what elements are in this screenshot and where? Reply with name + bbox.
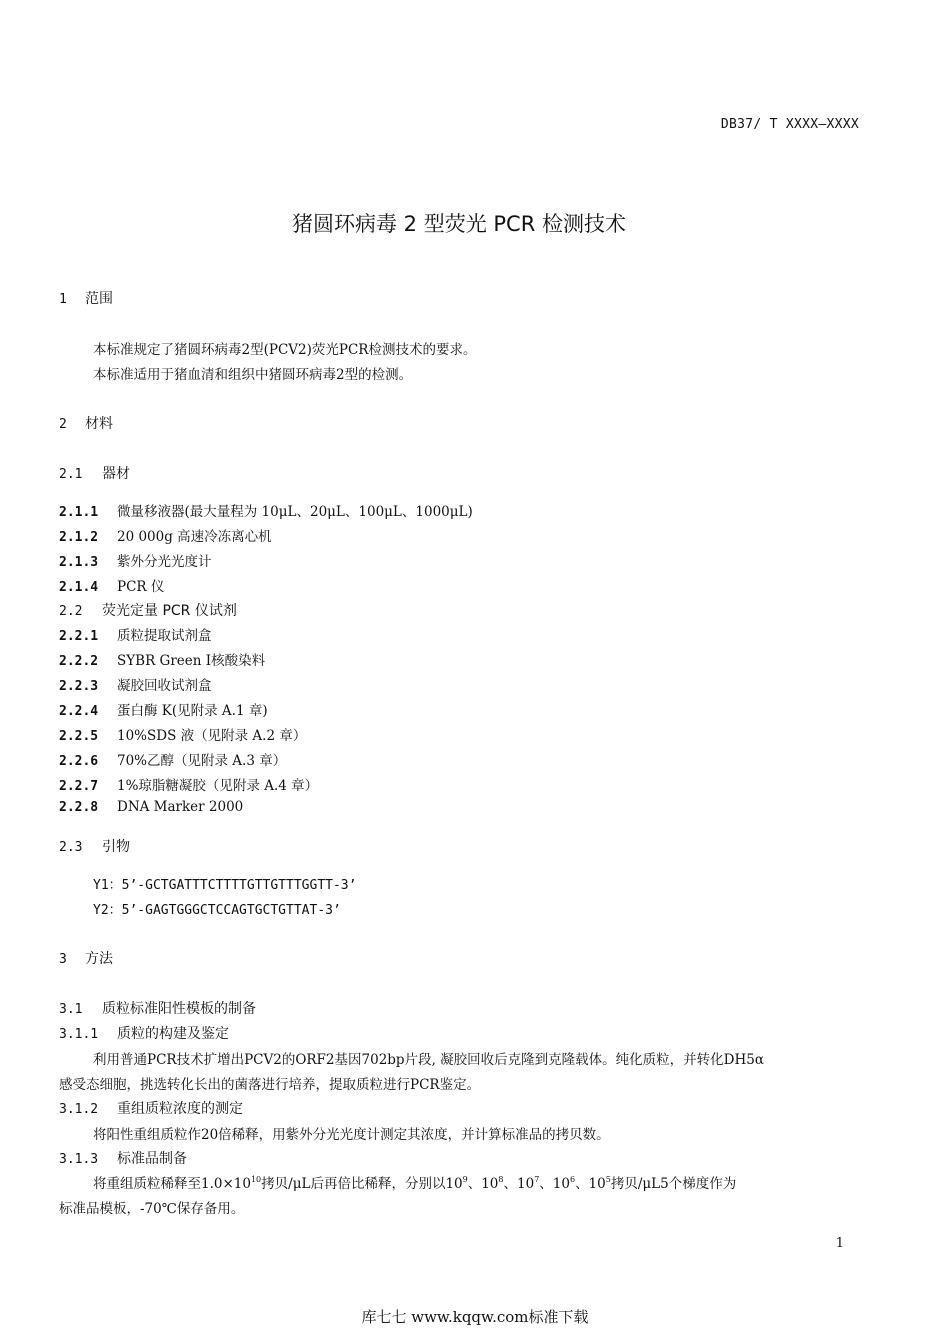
item-number: 2.2.1 [59,629,99,644]
item-number: 2.1.2 [59,530,99,545]
paragraph-line [93,1172,736,1192]
exponent: 7 [534,1175,540,1184]
item-number: 2.2.6 [59,754,99,769]
section-number: 3.1 [59,1002,83,1017]
item-text: 10%SDS 液（见附录 A.2 章） [117,728,307,744]
paragraph: 本标准规定了猪圆环病毒2型(PCV2)荧光PCR检测技术的要求。 [93,342,477,358]
exponent: 10 [250,1175,262,1184]
footer-watermark: 库七七 www.kqqw.com标准下载 [361,1308,589,1326]
item-number: 2.1.3 [59,555,99,570]
item-number: 2.2.5 [59,729,99,744]
section-title: 荧光定量 PCR 仪试剂 [102,603,237,619]
section-2-1-heading [59,463,130,483]
item-number: 2.1.1 [59,505,99,520]
item-text: 1%琼脂糖凝胶（见附录 A.4 章） [117,778,319,794]
section-number: 3 [59,952,67,967]
section-1-heading [59,288,113,308]
doc-code: DB37/ T XXXX—XXXX [720,117,859,132]
paragraph: 本标准适用于猪血清和组织中猪圆环病毒2型的检测。 [93,367,413,383]
text-run: 、10 [539,1176,570,1192]
section-2-2-heading [59,600,237,620]
text-run: 拷贝/μL后再倍比稀释，分别以10 [261,1176,463,1192]
item-text: 微量移液器(最大量程为 10μL、20μL、100μL、1000μL) [117,504,473,520]
list-item [59,550,212,570]
list-item [59,749,286,769]
paragraph-line: 感受态细胞，挑选转化长出的菌落进行培养，提取质粒进行PCR鉴定。 [59,1077,481,1093]
section-number: 3.1.3 [59,1152,99,1167]
section-number: 3.1.1 [59,1027,99,1042]
list-item [59,674,212,694]
section-title: 引物 [102,839,130,855]
paragraph-line: 将阳性重组质粒作20倍稀释，用紫外分光光度计测定其浓度，并计算标准品的拷贝数。 [93,1127,610,1143]
item-number: 2.2.7 [59,779,99,794]
item-text: 20 000g 高速冷冻离心机 [117,529,272,545]
list-item [59,624,212,644]
list-item [59,799,243,815]
section-2-heading [59,413,113,433]
item-text: 蛋白酶 K(见附录 A.1 章) [117,703,268,719]
list-item [59,649,265,669]
exponent: 9 [462,1175,468,1184]
page-number: 1 [835,1236,844,1251]
list-item [59,525,272,545]
section-number: 2.1 [59,467,83,482]
list-item [59,500,473,520]
section-3-1-3-heading [59,1148,187,1168]
item-text: 质粒提取试剂盒 [117,628,212,644]
section-3-1-1-heading [59,1023,229,1043]
section-number: 2.3 [59,840,83,855]
section-number: 3.1.2 [59,1102,99,1117]
section-3-heading [59,948,113,968]
section-title: 质粒的构建及鉴定 [117,1026,229,1042]
section-title: 重组质粒浓度的测定 [117,1101,243,1117]
section-number: 2.2 [59,604,83,619]
section-title: 范围 [85,291,113,307]
section-title: 器材 [102,466,130,482]
section-title: 材料 [85,416,113,432]
item-number: 2.2.8 [59,800,99,815]
section-3-1-heading [59,998,256,1018]
section-title: 方法 [85,951,113,967]
text-run: 拷贝/μL5个梯度作为 [610,1176,737,1192]
text-run: 、10 [503,1176,535,1192]
text-run: 将重组质粒稀释至1.0×10 [93,1176,251,1192]
text-run: 、10 [467,1176,499,1192]
paragraph-line: 标准品模板，-70℃保存备用。 [59,1201,245,1217]
exponent: 8 [498,1175,504,1184]
section-title: 标准品制备 [117,1151,187,1167]
list-item [59,774,318,794]
section-2-3-heading [59,836,130,856]
item-number: 2.1.4 [59,580,99,595]
item-text: SYBR Green Ⅰ核酸染料 [117,653,266,669]
list-item [59,575,164,595]
section-title: 质粒标准阳性模板的制备 [102,1001,256,1017]
item-text: 紫外分光光度计 [117,554,212,570]
item-number: 2.2.3 [59,679,99,694]
exponent: 6 [569,1175,576,1184]
section-3-1-2-heading [59,1098,243,1118]
section-number: 2 [59,417,67,432]
list-item [59,699,268,719]
item-text: PCR 仪 [117,579,165,595]
item-number: 2.2.2 [59,654,99,669]
primer-y1: Y1：5’-GCTGATTTCTTTTGTTGTTTGGTT-3’ [93,878,357,893]
list-item [59,724,306,744]
paragraph-line: 利用普通PCR技术扩增出PCV2的ORF2基因702bp片段, 凝胶回收后克隆到克隆载体。纯化质粒，并转化DH5α [93,1052,764,1068]
item-number: 2.2.4 [59,704,99,719]
item-text: 70%乙醇（见附录 A.3 章） [117,753,287,769]
exponent: 5 [605,1175,611,1184]
section-number: 1 [59,292,67,307]
item-text: DNA Marker 2000 [117,799,244,815]
primer-y2: Y2：5’-GAGTGGGCTCCAGTGCTGTTAT-3’ [93,903,341,918]
item-text: 凝胶回收试剂盒 [117,678,212,694]
page-title: 猪圆环病毒 2 型荧光 PCR 检测技术 [292,212,626,236]
text-run: 、10 [575,1176,606,1192]
